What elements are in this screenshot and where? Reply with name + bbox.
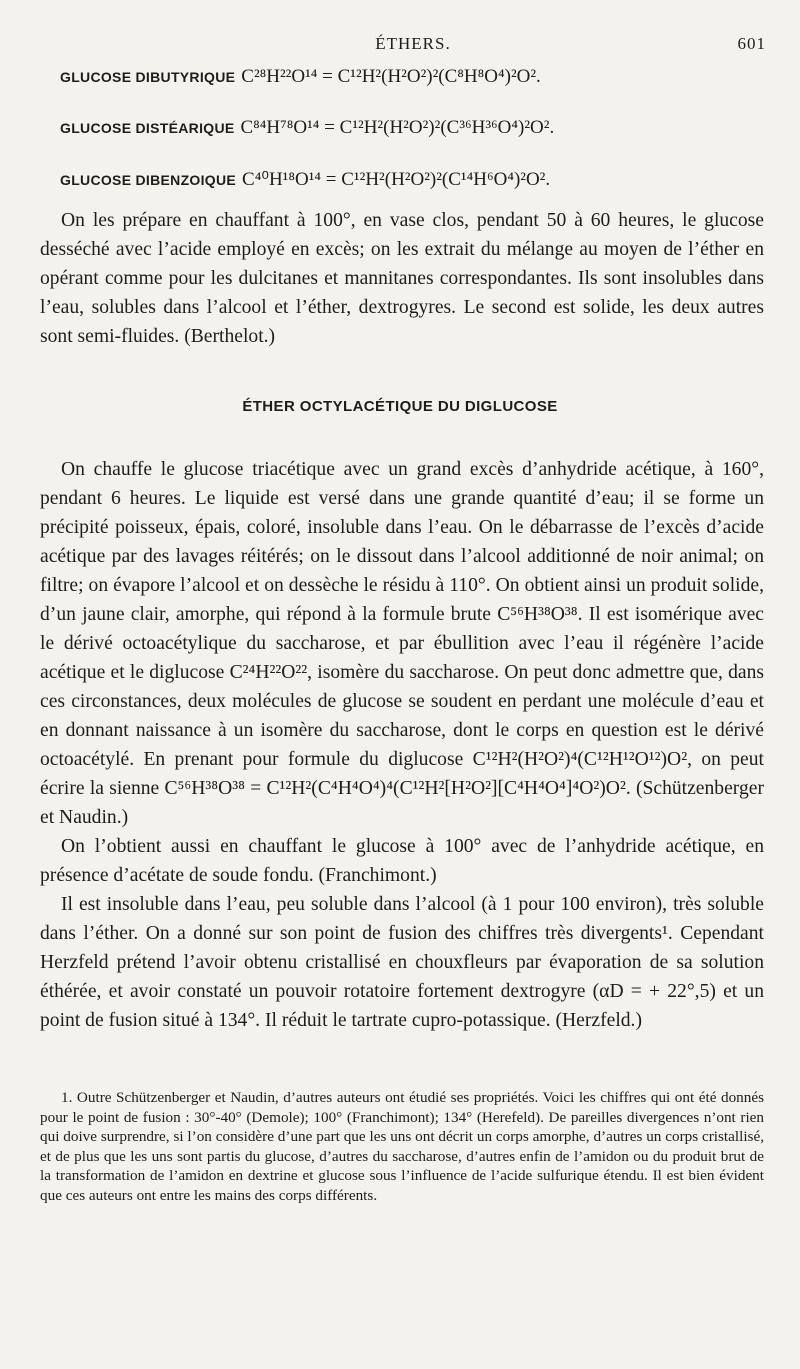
preparation-paragraph-block: [40, 206, 764, 351]
formula-line: [60, 168, 760, 191]
formula-expression: C²⁸H²²O¹⁴ = C¹²H²(H²O²)²(C⁸H⁸O⁴)²O².: [241, 66, 541, 87]
formula-line: [60, 117, 760, 139]
running-title: ÉTHERS.: [375, 34, 451, 53]
body-paragraph: Il est insoluble dans l’eau, peu soluble dans l’alcool (à 1 pour 100 environ), très soluble dans l’éther. On a donné sur son point de fusion des chiffres très divergents¹. Cependant Herzfeld prétend l’avoir obtenu cristallisé en chouxfleurs par évaporation de sa solution éthérée, et avoir constaté un pouvoir rotatoire fortement dextrogyre (αD = + 22°,5) et un point de fusion situé à 134°. Il réduit le tartrate cupro-potassique. (Herzfeld.): [40, 894, 764, 1031]
main-text: [40, 455, 764, 1035]
footnote: 1. Outre Schützenberger et Naudin, d’autres auteurs ont étudié ses propriétés. Voici les chiffres qui ont été donnés pour le point de fusion : 30°-40° (Demole); 100° (Franchimont); 134° (Herefeld). De pareilles divergences n’ont rien qui doive surprendre, si l’on considère d’une part que les uns ont décrit un corps amorphe, d’autres un corps cristallisé, et de plus que les uns sont partis du glucose, d’autres du saccharose, d’autres enfin de l’amidon ou du produit brut de la transformation de l’amidon en dextrine et glucose sous l’influence de l’acide sulfurique étendu. Il est bien évident que ces auteurs ont entre les mains des corps différents.: [40, 1089, 764, 1204]
formula-line: [60, 66, 760, 88]
section-heading: ÉTHER OCTYLACÉTIQUE DU DIGLUCOSE: [242, 398, 558, 415]
formula-expression: C⁴⁰H¹⁸O¹⁴ = C¹²H²(H²O²)²(C¹⁴H⁶O⁴)²O².: [242, 169, 551, 190]
body-paragraph: On l’obtient aussi en chauffant le glucose à 100° avec de l’anhydride acétique, en présence d’acétate de soude fondu. (Franchimont.): [40, 836, 764, 886]
footnote-block: [40, 1088, 764, 1205]
compound-name: GLUCOSE DIBUTYRIQUE: [60, 69, 236, 85]
compound-name: GLUCOSE DISTÉARIQUE: [60, 120, 235, 136]
compound-name: GLUCOSE DIBENZOIQUE: [60, 172, 237, 188]
page-number: 601: [737, 34, 766, 53]
body-paragraph: On chauffe le glucose triacétique avec un grand excès d’anhydride acétique, à 160°, pendant 6 heures. Le liquide est versé dans une grande quantité d’eau; il se forme un précipité poisseux, épais, coloré, insoluble dans l’eau. On le débarrasse de l’excès d’acide acétique par des lavages réitérés; on le dissout dans l’alcool additionné de noir animal; on filtre; on évapore l’alcool et on dessèche le résidu à 110°. On obtient ainsi un produit solide, d’un jaune clair, amorphe, qui répond à la formule brute C⁵⁶H³⁸O³⁸. Il est isomérique avec le dérivé octoacétylique du saccharose, et par ébullition avec l’eau il régénère l’acide acétique et le diglucose C²⁴H²²O²², isomère du saccharose. On peut donc admettre que, dans ces circonstances, deux molécules de glucose se soudent en perdant une molécule d’eau et en donnant naissance à un isomère du saccharose, dont le corps en question est le dérivé octoacétylé. En prenant pour formule du diglucose C¹²H²(H²O²)⁴(C¹²H¹²O¹²)O², on peut écrire la sienne C⁵⁶H³⁸O³⁸ = C¹²H²(C⁴H⁴O⁴)⁴(C¹²H²[H²O²][C⁴H⁴O⁴]⁴O²)O². (Schützenberger et Naudin.): [40, 459, 764, 828]
preparation-paragraph: On les prépare en chauffant à 100°, en vase clos, pendant 50 à 60 heures, le glucose desséché avec l’acide employé en excès; on les extrait du mélange au moyen de l’éther en opérant comme pour les dulcitanes et mannitanes correspondantes. Ils sont insolubles dans l’eau, solubles dans l’alcool et l’éther, dextrogyres. Le second est solide, les deux autres sont semi-fluides. (Berthelot.): [40, 210, 764, 347]
running-head: [60, 34, 766, 58]
formula-expression: C⁸⁴H⁷⁸O¹⁴ = C¹²H²(H²O²)²(C³⁶H³⁶O⁴)²O².: [240, 117, 555, 138]
